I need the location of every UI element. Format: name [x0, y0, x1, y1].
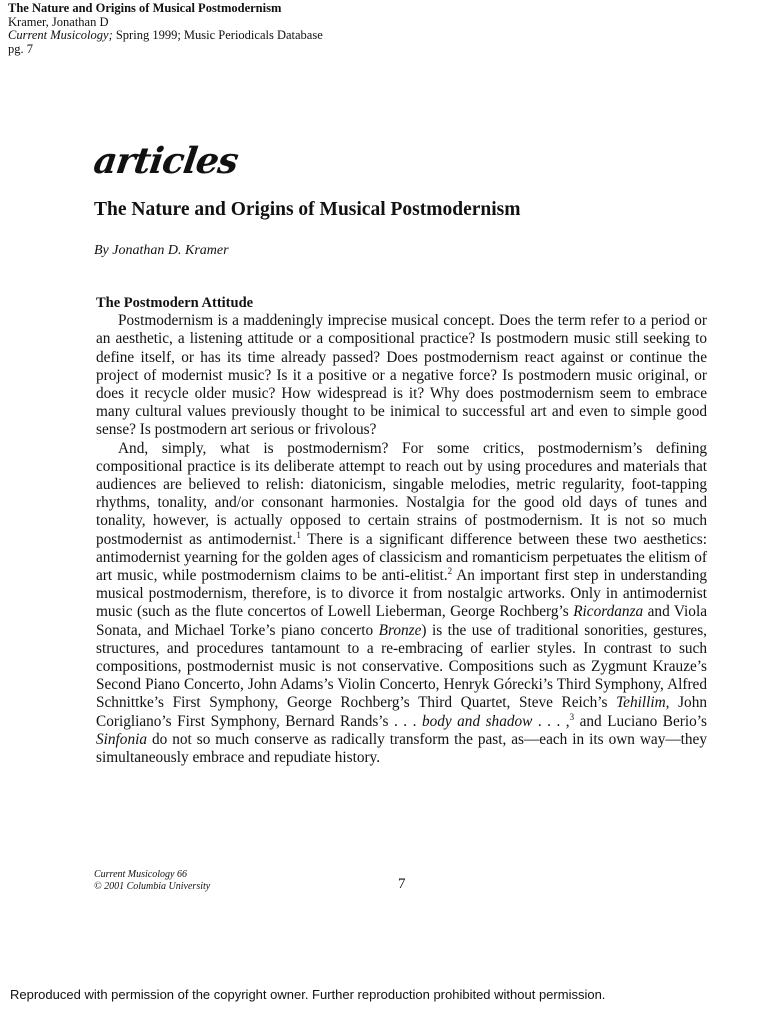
citation-journal: Current Musicology; [8, 28, 113, 42]
work-title: Ricordanza [573, 603, 644, 621]
copyright-line: © 2001 Columbia University [94, 880, 211, 892]
text-run: and Luciano Berio’s [574, 712, 707, 730]
footnote-ref-2[interactable]: 2 [447, 565, 453, 576]
article-title: The Nature and Origins of Musical Postmodernism [94, 199, 521, 220]
paragraph-2 [96, 440, 707, 768]
article-byline: By Jonathan D. Kramer [94, 243, 229, 258]
citation-title: The Nature and Origins of Musical Postmodernism [8, 1, 282, 15]
work-title: Sinfonia [96, 730, 147, 748]
page-footer [94, 869, 210, 892]
text-run: . . . , [532, 712, 570, 730]
section-label: articles [91, 140, 241, 182]
page-number: 7 [398, 876, 406, 892]
text-run: And, simply, what is postmodernism? For some critics, postmodernism’s defining compositional practice is its deliberate attempt to reach out by using procedures and materials that audiences are believed to relish: diatonicism, singable melodies, metric regularity, foot-tapping rhythms, tonality, and/or consonant harmonies. Nostalgia for the good old days of tunes and tonality, however, is actually opposed to certain strains of postmodernism. It is not so much postmodernist as antimodernist. [96, 439, 707, 548]
section-heading: The Postmodern Attitude [96, 295, 254, 311]
work-title: Bronze [378, 621, 422, 639]
journal-issue: Current Musicology 66 [94, 869, 187, 880]
citation-source-rest: Spring 1999; Music Periodicals Database [112, 28, 323, 42]
text-run: An important first step in understanding musical postmodernism, therefore, is to divorce it from nostalgic artworks. Only in antimodernist music (such as the flute concertos of Lowell Lieberman, George Rochberg’s [96, 567, 707, 621]
citation-source [8, 29, 323, 43]
footnote-ref-3[interactable]: 3 [569, 711, 575, 722]
footnote-ref-1[interactable]: 1 [296, 529, 301, 540]
work-title: Tehillim, [616, 694, 670, 712]
citation-author: Kramer, Jonathan D [8, 14, 109, 29]
text-run: There is a significant difference between these two aesthetics: antimodernist yearning for the golden ages of classicism and romanticism perpetuates the elitism of art music, while postmodernism claims to be anti-elitist. [96, 530, 707, 585]
citation-header [8, 2, 323, 56]
paragraph-1: Postmodernism is a maddeningly imprecise musical concept. Does the term refer to a period or an aesthetic, a listening attitude or a compositional practice? Is postmodern music still seeking to define itself, or has its time already passed? Does postmodernism react against or continue the project of modernist music? Is it a positive or a negative force? Is postmodern music original, or does it recycle older music? How widespread is it? Why does postmodernism seem to embrace many cultural values previously thought to be inimical to successful art and even to simple good sense? Is postmodern art serious or frivolous? [96, 312, 707, 439]
text-run: and Viola Sonata, and Michael Torke’s piano concerto [96, 603, 707, 639]
text-run: do not so much conserve as radically transform the past, as—each in its own way—they simultaneously embrace and repudiate history. [96, 730, 707, 767]
work-title: body and shadow [421, 712, 533, 730]
text-run: John Corigliano’s First Symphony, Bernard Rands’s . . . [96, 694, 707, 730]
text-run: ) is the use of traditional sonorities, gestures, structures, and procedures tantamount to a re-embracing of earlier styles. In contrast to such compositions, postmodernist music is not conservative. Compositions such as Zygmunt Krauze’s Second Piano Concerto, John Adams’s Violin Concerto, Henryk Górecki’s Third Symphony, Alfred Schnittke’s First Symphony, George Rochberg’s Third Quartet, Steve Reich’s [96, 621, 708, 712]
citation-page: pg. 7 [8, 41, 33, 56]
reproduction-notice: Reproduced with permission of the copyright owner. Further reproduction prohibited without permission. [10, 987, 606, 1002]
article-body [96, 294, 707, 767]
